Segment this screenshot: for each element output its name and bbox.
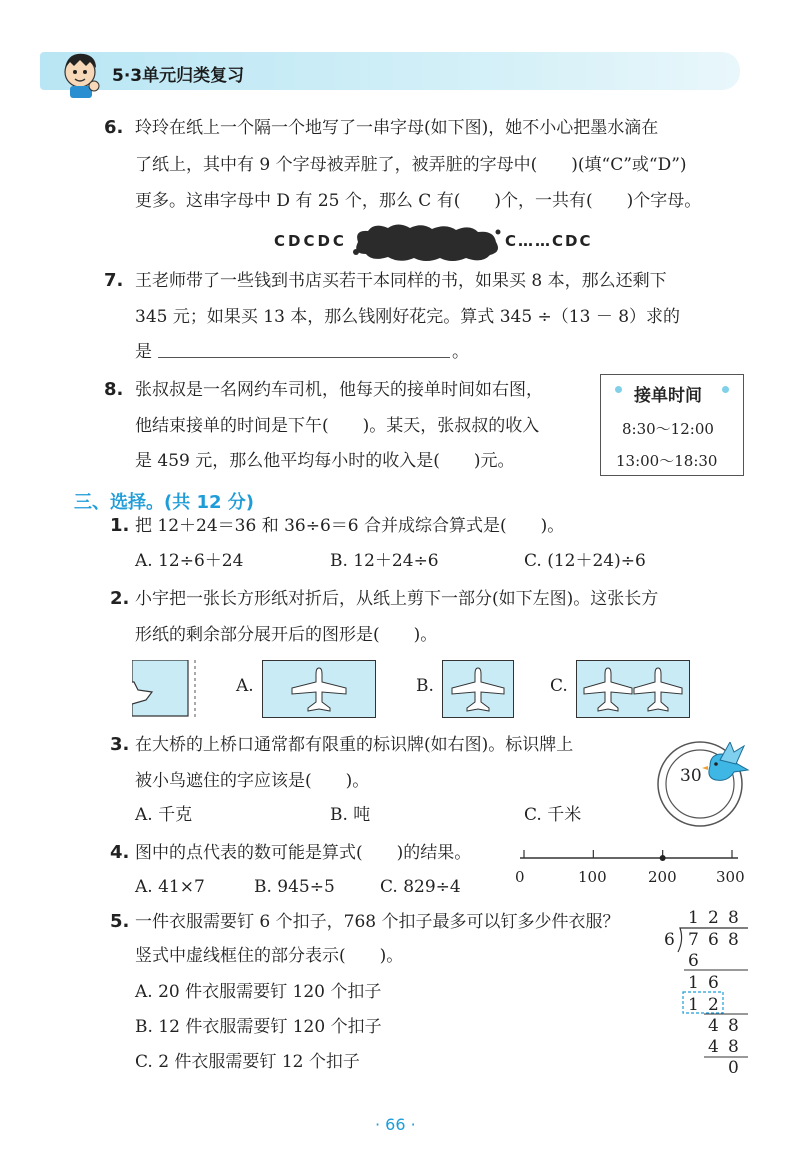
dot-icon	[722, 386, 729, 393]
option-c-figure[interactable]	[576, 660, 690, 718]
step-digit: 0	[728, 1058, 739, 1078]
c4-number: 4.	[110, 842, 130, 863]
c2-line2: 形纸的剩余部分展开后的图形是( )。	[135, 625, 438, 645]
c1-stem: 把 12＋24＝36 和 36÷6＝6 合并成综合算式是( )。	[135, 516, 565, 536]
dot-icon	[615, 386, 622, 393]
c5-option-c[interactable]: C. 2 件衣服需要钉 12 个扣子	[135, 1052, 360, 1072]
q7-number: 7.	[104, 270, 124, 291]
q8-number: 8.	[104, 379, 124, 400]
step-digit: 1	[688, 973, 699, 993]
c4-option-c[interactable]: C. 829÷4	[380, 877, 461, 897]
c2-number: 2.	[110, 588, 130, 609]
c1-number: 1.	[110, 515, 130, 536]
c5-line2: 竖式中虚线框住的部分表示( )。	[135, 946, 404, 966]
schedule-title: 接单时间	[634, 386, 702, 406]
c3-line1: 在大桥的上桥口通常都有限重的标识牌(如右图)。标识牌上	[135, 735, 574, 755]
schedule-time-2: 13:00～18:30	[616, 452, 718, 470]
c5-line1: 一件衣服需要钉 6 个扣子，768 个扣子最多可以钉多少件衣服？	[135, 912, 620, 932]
mascot-icon	[56, 48, 106, 98]
c5-option-a[interactable]: A. 20 件衣服需要钉 120 个扣子	[135, 982, 382, 1002]
step-digit: 4	[708, 1037, 719, 1057]
step-digit: 4	[708, 1016, 719, 1036]
c2-option-b[interactable]: B.	[416, 676, 434, 696]
tick-label-100: 100	[578, 868, 607, 886]
sign-text: 30	[680, 766, 702, 786]
step-digit: 6	[688, 951, 699, 971]
step-digit: 2	[708, 995, 719, 1015]
c5-number: 5.	[110, 911, 130, 932]
quotient-digit: 2	[708, 908, 719, 928]
c1-option-a[interactable]: A. 12÷6＋24	[135, 551, 244, 571]
divisor: 6	[664, 930, 675, 950]
tick-label-300: 300	[716, 868, 745, 886]
schedule-time-1: 8:30～12:00	[622, 420, 714, 438]
dividend-digit: 6	[708, 930, 719, 950]
q7-line3-start: 是	[135, 342, 152, 362]
number-line	[512, 840, 752, 866]
quotient-digit: 1	[688, 908, 699, 928]
dashed-highlight-box	[683, 992, 723, 1013]
step-digit: 6	[708, 973, 719, 993]
quotient-digit: 8	[728, 908, 739, 928]
q8-line3: 是 459 元，那么他平均每小时的收入是( )元。	[135, 451, 515, 471]
c3-line2: 被小鸟遮住的字应该是( )。	[135, 771, 370, 791]
answer-blank-line[interactable]	[158, 357, 450, 358]
c4-stem: 图中的点代表的数可能是算式( )的结果。	[135, 843, 472, 863]
c4-option-b[interactable]: B. 945÷5	[254, 877, 335, 897]
division-lines	[660, 926, 750, 1062]
q8-line2: 他结束接单的时间是下午( )。某天，张叔叔的收入	[135, 416, 540, 436]
c3-number: 3.	[110, 734, 130, 755]
dividend-digit: 8	[728, 930, 739, 950]
q6-line2: 了纸上，其中有 9 个字母被弄脏了，被弄脏的字母中( )(填“C”或“D”)	[135, 155, 687, 175]
q7-line3-end: 。	[452, 342, 469, 362]
q6-number: 6.	[104, 117, 124, 138]
q7-line1: 王老师带了一些钱到书店买若干本同样的书，如果买 8 本，那么还剩下	[135, 271, 667, 291]
letter-sequence-left: CDCDC	[274, 232, 347, 250]
letter-sequence-right: C……CDC	[505, 232, 593, 250]
c5-option-b[interactable]: B. 12 件衣服需要钉 120 个扣子	[135, 1017, 382, 1037]
bird-icon	[700, 742, 752, 786]
number-line-point	[660, 855, 666, 861]
tick-label-200: 200	[648, 868, 677, 886]
step-digit: 8	[728, 1016, 739, 1036]
c3-option-a[interactable]: A. 千克	[135, 805, 193, 825]
c1-option-c[interactable]: C. (12＋24)÷6	[524, 551, 646, 571]
section-title: 三、选择。(共 12 分)	[74, 492, 255, 513]
c4-option-a[interactable]: A. 41×7	[135, 877, 205, 897]
c2-option-a[interactable]: A.	[236, 676, 254, 696]
q8-line1: 张叔叔是一名网约车司机，他每天的接单时间如右图，	[135, 380, 543, 400]
header-title: 5·3单元归类复习	[112, 66, 245, 86]
q6-line1: 玲玲在纸上一个隔一个地写了一串字母(如下图)，她不小心把墨水滴在	[135, 118, 659, 138]
step-digit: 1	[688, 995, 699, 1015]
c2-line1: 小宇把一张长方形纸对折后，从纸上剪下一部分(如下左图)。这张长方	[135, 589, 659, 609]
dividend-digit: 7	[688, 930, 699, 950]
option-b-figure[interactable]	[442, 660, 514, 718]
step-digit: 8	[728, 1037, 739, 1057]
page-number: · 66 ·	[375, 1115, 416, 1134]
q6-line3: 更多。这串字母中 D 有 25 个，那么 C 有( )个，一共有( )个字母。	[135, 191, 702, 211]
folded-paper-figure	[132, 660, 200, 718]
c3-option-c[interactable]: C. 千米	[524, 805, 582, 825]
c2-option-c[interactable]: C.	[550, 676, 568, 696]
ink-blot-icon	[352, 222, 502, 264]
option-a-figure[interactable]	[262, 660, 376, 718]
tick-label-0: 0	[515, 868, 525, 886]
c1-option-b[interactable]: B. 12＋24÷6	[330, 551, 439, 571]
q7-line2: 345 元；如果买 13 本，那么钱刚好花完。算式 345 ÷（13 － 8）求的	[135, 307, 681, 327]
c3-option-b[interactable]: B. 吨	[330, 805, 371, 825]
